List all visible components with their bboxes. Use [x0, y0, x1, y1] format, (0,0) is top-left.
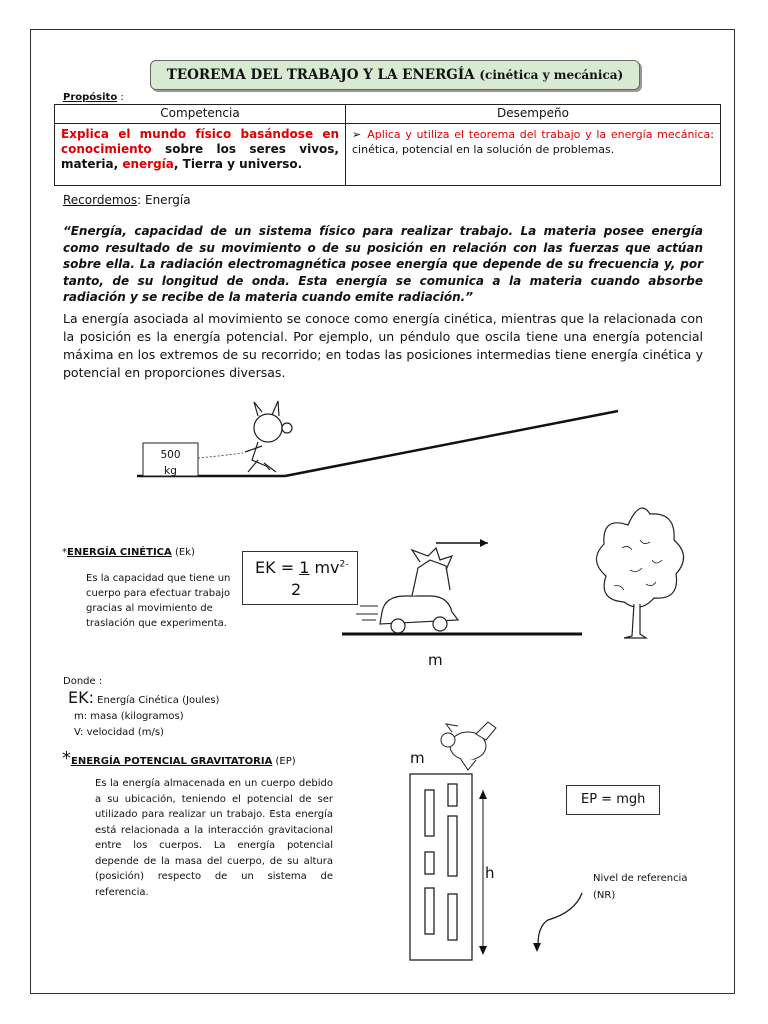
header-competencia: Competencia [55, 105, 346, 124]
girl-pushing-icon [245, 401, 292, 472]
competencia-end: , Tierra y universo. [173, 157, 303, 171]
car-scene [339, 539, 582, 634]
car-icon [356, 548, 458, 633]
desempeno-black: : cinética, potencial en la solución de problemas. [352, 128, 714, 156]
var-m-sep: : [83, 711, 88, 722]
reference-level-label [593, 870, 693, 904]
formula-sup: 2- [339, 559, 349, 570]
reference-level-text: Nivel de referencia (NR) [593, 873, 688, 901]
var-v-desc: velocidad (m/s) [83, 727, 164, 738]
formula-num: 1 [299, 558, 310, 577]
kinetic-title-text: ENERGÍA CINÉTICA [67, 547, 172, 558]
var-ek [68, 690, 219, 709]
kinetic-mass-label: m [428, 651, 443, 669]
var-m-sym: m [74, 711, 84, 722]
proposito-text: Propósito [63, 92, 118, 103]
bullet-arrow: ➢ [352, 128, 362, 141]
proposito-label: Propósito : [63, 92, 124, 103]
potential-title-text: ENERGÍA POTENCIAL GRAVITATORIA [71, 756, 273, 767]
var-ek-sep: : [88, 688, 94, 707]
recordemos-label: Recordemos [63, 193, 138, 207]
recordemos-topic: : Energía [137, 193, 191, 207]
var-v-sep: : [80, 727, 84, 738]
energy-quote: “Energía, capacidad de un sistema físico para realizar trabajo. La materia posee energía como resultado de su movimiento o de su posición en relación con las fuerzas que actúan sobre ella. La radiación electromagnética posee energía que depende de su frecuencia y, por tanto, de su longitud de onda. Esta energía se comunica a la materia cuando absorbe radiación y se recibe de la materia cuando emite radiación.” [63, 224, 703, 304]
competencia-black: sobre los seres vivos, materia, [61, 142, 339, 171]
formula-rest: mv [309, 558, 340, 577]
kinetic-formula-box [242, 551, 358, 605]
person-falling-icon [441, 722, 496, 770]
donde-label: Donde : [63, 676, 103, 687]
potential-star: * [62, 748, 71, 769]
competencia-energia: energía [122, 157, 174, 171]
kinetic-description: Es la capacidad que tiene un cuerpo para efectuar trabajo gracias al movimiento de traslación que experimenta. [86, 573, 231, 629]
desempeno-red: Aplica y utiliza el teorema del trabajo y la energía mecánica [367, 128, 711, 141]
formula-lhs: EK = [255, 558, 300, 577]
box-label: 500 kg [160, 449, 181, 477]
height-label: h [485, 864, 495, 882]
var-m [68, 709, 219, 725]
kinetic-symbol: (Ek) [171, 547, 195, 558]
var-v [68, 725, 219, 741]
kinetic-formula-line [255, 558, 349, 577]
energy-paragraph: La energía asociada al movimiento se conoce como energía cinética, mientras que la relacionada con la posición es la energía potencial. Por ejemplo, un péndulo que oscila tiene una energía potencial máxima en los extremos de su recorrido; en todas las posiciones intermedias tiene energía cinética y potencial en proporciones diversas. [63, 311, 703, 380]
potential-title [62, 748, 296, 769]
kinetic-star: * [62, 547, 67, 558]
var-v-sym: V [74, 727, 81, 738]
var-ek-desc: Energía Cinética (Joules) [94, 695, 220, 706]
potential-symbol: (EP) [272, 756, 296, 767]
tree-icon [596, 508, 683, 638]
reference-arrow [533, 893, 582, 952]
header-desempeno: Desempeño [346, 105, 721, 124]
potential-formula-box: EP = mgh [566, 785, 660, 815]
box-500kg [143, 447, 198, 479]
var-m-desc: masa (kilogramos) [87, 711, 184, 722]
title-main: TEOREMA DEL TRABAJO Y LA ENERGÍA [166, 67, 475, 83]
var-ek-sym: EK [68, 688, 89, 707]
ramp-illustration [137, 411, 618, 476]
title-sub: (cinética y mecánica) [479, 68, 624, 82]
variables-list [68, 690, 219, 741]
potential-description: Es la energía almacenada en un cuerpo debido a su ubicación, teniendo el potencial de ser utilizado para realizar un trabajo. Esta energía está relacionada a la interacción gravitacional entre los cuerpos. La energía potencial depende de la masa del cuerpo, de su altura (posición) respecto de un sistema de referencia. [95, 778, 333, 898]
kinetic-title [62, 547, 195, 558]
competencia-red: Explica el mundo físico basándose en conocimiento [61, 127, 339, 156]
potential-mass-label: m [410, 749, 425, 767]
building-icon [410, 774, 472, 960]
formula-den: 2 [291, 580, 302, 599]
